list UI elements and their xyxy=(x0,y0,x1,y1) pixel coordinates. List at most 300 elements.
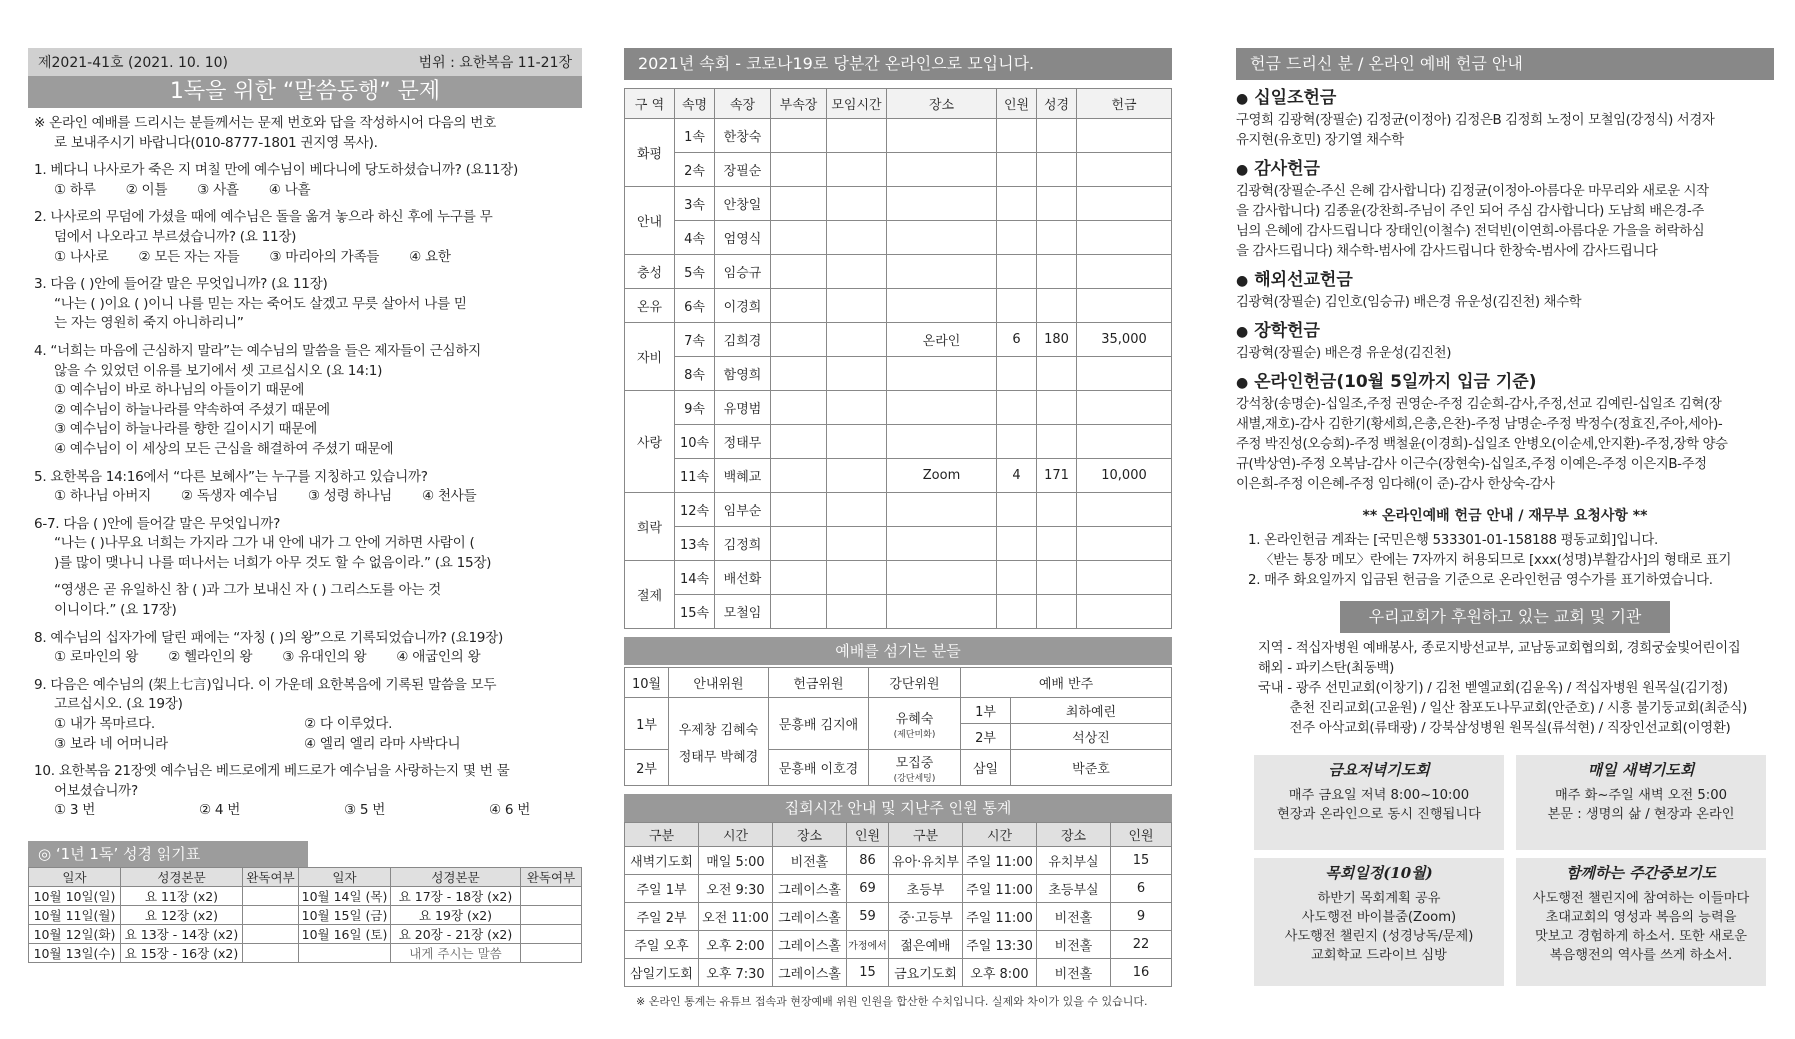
cell xyxy=(827,119,887,153)
cell: 비전홀 xyxy=(1037,959,1111,987)
cell xyxy=(1077,425,1172,459)
cell: 배선화 xyxy=(715,561,771,595)
cell: 6속 xyxy=(675,289,715,323)
scholarship-list xyxy=(1236,344,1774,364)
table-row xyxy=(29,887,582,906)
scholarship-heading xyxy=(1236,319,1774,344)
cell: 유치부실 xyxy=(1037,847,1111,875)
cell xyxy=(771,289,827,323)
table-row xyxy=(29,944,582,963)
th: 성경본문 xyxy=(121,868,243,887)
cell: 10월 12일(화) xyxy=(29,925,121,944)
cell xyxy=(299,944,391,963)
table-row xyxy=(625,255,1172,289)
mission-heading xyxy=(1236,268,1774,293)
heading-text: 해외선교헌금 xyxy=(1254,270,1353,290)
line: 강석창(송명순)-십일조,주정 권영순-주정 김순희-감사,주정,선교 김예린-십일조 김혁(장 xyxy=(1236,397,1722,412)
cell: 2부 xyxy=(961,724,1011,750)
cell: 4속 xyxy=(675,221,715,255)
cell xyxy=(869,750,961,786)
cell xyxy=(1077,493,1172,527)
cell: 10월 15일 (금) xyxy=(299,906,391,925)
cell xyxy=(997,255,1037,289)
mission-list xyxy=(1236,293,1774,313)
bullet-icon: ● xyxy=(1236,375,1249,391)
bible-range: 범위 : 요한복음 11-21장 xyxy=(418,55,572,71)
cell: 69 xyxy=(847,875,889,903)
cell xyxy=(771,493,827,527)
cell xyxy=(1077,289,1172,323)
cell: 백혜교 xyxy=(715,459,771,493)
options-9b xyxy=(34,735,576,755)
altar-2: 모집중 xyxy=(895,755,934,771)
cell: Zoom xyxy=(887,459,997,493)
cell: 한창숙 xyxy=(715,119,771,153)
th: 구분 xyxy=(889,823,963,847)
line: 이은희-주정 이은혜-주정 임다해(이 준)-감사 한상숙-감사 xyxy=(1236,477,1555,492)
th: 시간 xyxy=(963,823,1037,847)
cell xyxy=(771,255,827,289)
intro-line: 로 보내주시기 바랍니다(010-8777-1801 권지영 목사). xyxy=(54,134,378,151)
cell: 오후 7:30 xyxy=(699,959,773,987)
guide-2: 정태무 박혜경 xyxy=(678,749,759,765)
cell xyxy=(997,391,1037,425)
option: ① 하루 xyxy=(54,181,96,198)
cell: 그레이스홀 xyxy=(773,903,847,931)
cell: 정태무 xyxy=(715,425,771,459)
cell xyxy=(997,187,1037,221)
checkbox-cell[interactable] xyxy=(243,925,299,944)
question-5: 5. 요한복음 14:16에서 “다른 보혜사”는 누구를 지칭하고 있습니까? xyxy=(34,468,428,485)
cell: 주일 2부 xyxy=(625,903,699,931)
cell: 주일 1부 xyxy=(625,875,699,903)
option: ③ 사흘 xyxy=(197,181,239,198)
cell: 10속 xyxy=(675,425,715,459)
cell xyxy=(771,595,827,629)
cell: 10월 10일(일) xyxy=(29,887,121,906)
question-10: 10. 요한복음 21장엣 예수님은 베드로에게 베드로가 예수님을 사랑하는지 몇 번 물 xyxy=(34,763,510,780)
options-2 xyxy=(34,248,576,268)
question-9-cont: 고르십시오. (요 19장) xyxy=(54,696,183,713)
cell xyxy=(1037,255,1077,289)
district-cell: 절제 xyxy=(625,561,675,629)
cell: 12속 xyxy=(675,493,715,527)
cell: 59 xyxy=(847,903,889,931)
checkbox-cell[interactable] xyxy=(521,925,582,944)
cell xyxy=(1077,153,1172,187)
cell xyxy=(771,153,827,187)
heading-text: 온라인헌금(10월 5일까지 입금 기준) xyxy=(1254,372,1537,392)
cell xyxy=(827,493,887,527)
cell xyxy=(771,425,827,459)
table-row xyxy=(29,925,582,944)
th: 속명 xyxy=(675,89,715,119)
district-cell: 안내 xyxy=(625,187,675,255)
line: 김광혁(장필순-주신 은혜 감사합니다) 김정균(이정아-아름다운 마무리와 새로운 시작 xyxy=(1236,184,1709,199)
th: 모임시간 xyxy=(827,89,887,119)
cell: 오후 2:00 xyxy=(699,931,773,959)
offering-column xyxy=(1236,0,1774,986)
cell xyxy=(997,561,1037,595)
table-row xyxy=(625,425,1172,459)
bullet-icon: ● xyxy=(1236,162,1249,178)
th: 구 역 xyxy=(625,89,675,119)
checkbox-cell[interactable] xyxy=(521,906,582,925)
th: 인원 xyxy=(997,89,1037,119)
question-6-text: “나는 ( )나무요 너희는 가지라 그가 내 안에 내가 그 안에 거하면 사람이 ( xyxy=(54,535,475,552)
cell: 주일 11:00 xyxy=(963,847,1037,875)
cell: 7속 xyxy=(675,323,715,357)
option: ② 이틀 xyxy=(125,181,168,198)
cell: 86 xyxy=(847,847,889,875)
cell: 요 17장 - 18장 (x2) xyxy=(391,887,521,906)
line: 교회학교 드라이브 심방 xyxy=(1311,948,1447,963)
cell: 13속 xyxy=(675,527,715,561)
district-cell: 화평 xyxy=(625,119,675,187)
altar-1: 유혜숙 xyxy=(895,711,934,727)
line: 맛보고 경험하게 하소서. 또한 새로운 xyxy=(1534,929,1748,944)
cell: 8속 xyxy=(675,357,715,391)
th: 인원 xyxy=(847,823,889,847)
cell xyxy=(887,493,997,527)
cell: 11속 xyxy=(675,459,715,493)
cell: 비전홀 xyxy=(1037,903,1111,931)
cell xyxy=(827,425,887,459)
cell xyxy=(827,153,887,187)
cell: 14속 xyxy=(675,561,715,595)
cell xyxy=(1037,153,1077,187)
table-row xyxy=(625,847,1172,875)
line: 매주 화~주일 새벽 오전 5:00 xyxy=(1554,788,1728,803)
cell xyxy=(827,357,887,391)
option: ① 3 번 xyxy=(54,802,96,819)
district-cell: 사랑 xyxy=(625,391,675,493)
cell: 그레이스홀 xyxy=(773,959,847,987)
table-row xyxy=(625,119,1172,153)
line: 2. 매주 화요일까지 입금된 헌금을 기준으로 온라인헌금 영수가를 표기하였습니다. xyxy=(1248,573,1713,588)
cell xyxy=(827,289,887,323)
box-title: 목회일정(10월) xyxy=(1325,864,1433,882)
bullet-icon: ● xyxy=(1236,273,1249,289)
issue-bar xyxy=(28,48,582,76)
cell xyxy=(997,425,1037,459)
table-row xyxy=(625,561,1172,595)
district-cell: 자비 xyxy=(625,323,675,391)
question-3-text: 는 자는 영원히 죽지 아니하리니” xyxy=(54,315,244,332)
cell xyxy=(771,357,827,391)
thanks-heading xyxy=(1236,157,1774,182)
cell: 요 15장 - 16장 (x2) xyxy=(121,944,243,963)
online-list xyxy=(1236,395,1774,495)
cell xyxy=(1077,119,1172,153)
cell: 비전홀 xyxy=(1037,931,1111,959)
th: 시간 xyxy=(699,823,773,847)
online-heading xyxy=(1236,370,1774,395)
cell: 초등부실 xyxy=(1037,875,1111,903)
cell: 10월 13일(수) xyxy=(29,944,121,963)
cell xyxy=(887,595,997,629)
line: 하반기 목회계획 공유 xyxy=(1317,891,1441,906)
reading-plan-title: ◎ ‘1년 1독’ 성경 읽기표 xyxy=(28,841,308,867)
cell xyxy=(771,119,827,153)
cell xyxy=(771,187,827,221)
th: 안내위원 xyxy=(669,668,769,698)
cell xyxy=(1037,187,1077,221)
option: ② 모든 자는 자들 xyxy=(138,248,240,265)
table-row xyxy=(625,493,1172,527)
checkbox-cell[interactable] xyxy=(243,887,299,906)
cell: 요 20장 - 21장 (x2) xyxy=(391,925,521,944)
question-2: 2. 나사로의 무덤에 가셨을 때에 예수님은 돌을 옮겨 놓으라 하신 후에 누구를 무 xyxy=(34,209,493,226)
notice-heading: ** 온라인예배 헌금 안내 / 재무부 요청사항 ** xyxy=(1362,508,1648,524)
line: 초대교회의 영성과 복음의 능력을 xyxy=(1545,910,1737,925)
table-row xyxy=(625,595,1172,629)
question-6-7: 6-7. 다음 ( )안에 들어갈 말은 무엇입니까? xyxy=(34,515,281,532)
cell xyxy=(1077,561,1172,595)
stats-title: 집회시간 안내 및 지난주 인원 통계 xyxy=(624,794,1172,822)
cell: 요 12장 (x2) xyxy=(121,906,243,925)
line: 복음행전의 역사를 쓰게 하소서. xyxy=(1549,948,1733,963)
box-title: 함께하는 주간중보기도 xyxy=(1565,864,1717,882)
option: ④ 예수님이 이 세상의 모든 근심을 해결하여 주셨기 때문에 xyxy=(54,440,394,457)
cell xyxy=(1077,391,1172,425)
cell xyxy=(827,221,887,255)
cell: 임승규 xyxy=(715,255,771,289)
table-row xyxy=(29,906,582,925)
district-cell: 온유 xyxy=(625,289,675,323)
cell xyxy=(887,153,997,187)
checkbox-cell[interactable] xyxy=(521,944,582,963)
th: 장소 xyxy=(773,823,847,847)
cell: 10월 11일(월) xyxy=(29,906,121,925)
cell: 삼일 xyxy=(961,750,1011,786)
cell xyxy=(1077,221,1172,255)
question-2-cont: 덤에서 나오라고 부르셨습니까? (요 11장) xyxy=(54,228,297,245)
cell xyxy=(1037,561,1077,595)
cell: 초등부 xyxy=(889,875,963,903)
cell xyxy=(771,561,827,595)
option: ③ 예수님이 하늘나라를 향한 길이시기 때문에 xyxy=(54,421,317,438)
options-5 xyxy=(34,487,576,507)
table-row xyxy=(625,221,1172,255)
cell: 내게 주시는 말씀 xyxy=(391,944,521,963)
support-list xyxy=(1236,639,1774,739)
cell xyxy=(771,391,827,425)
th: 헌금 xyxy=(1077,89,1172,119)
table-row xyxy=(625,931,1172,959)
cell xyxy=(771,527,827,561)
cell: 이경희 xyxy=(715,289,771,323)
th: 인원 xyxy=(1111,823,1172,847)
th: 완독여부 xyxy=(521,868,582,887)
cell: 요 13장 - 14장 (x2) xyxy=(121,925,243,944)
question-9: 9. 다음은 예수님의 (架上七言)입니다. 이 가운데 요한복음에 기록된 말씀을 모두 xyxy=(34,676,497,693)
cell xyxy=(827,595,887,629)
cell xyxy=(887,391,997,425)
cell: 문흥배 김지애 xyxy=(769,698,869,750)
line: 유지현(유호민) 장기열 채수학 xyxy=(1236,133,1404,148)
line: 본문 : 생명의 삶 / 현장과 온라인 xyxy=(1547,807,1735,822)
checkbox-cell[interactable] xyxy=(243,906,299,925)
cell: 오후 8:00 xyxy=(963,959,1037,987)
cell: 오전 11:00 xyxy=(699,903,773,931)
cell xyxy=(887,289,997,323)
line: 사도행전 챌린지에 참여하는 이들마다 xyxy=(1532,891,1750,906)
checkbox-cell[interactable] xyxy=(521,887,582,906)
th: 성경본문 xyxy=(391,868,521,887)
cell: 그레이스홀 xyxy=(773,875,847,903)
heading-text: 감사헌금 xyxy=(1254,159,1320,179)
cell xyxy=(1037,119,1077,153)
cell: 15속 xyxy=(675,595,715,629)
checkbox-cell[interactable] xyxy=(243,944,299,963)
cell xyxy=(1037,527,1077,561)
cell-group-column xyxy=(624,0,1172,1009)
cell xyxy=(997,493,1037,527)
cell xyxy=(827,323,887,357)
cell: 함영희 xyxy=(715,357,771,391)
cell xyxy=(1037,391,1077,425)
cell: 2속 xyxy=(675,153,715,187)
servers-table xyxy=(624,667,1172,786)
intro-line: ※ 온라인 예배를 드리시는 분들께서는 문제 번호와 답을 작성하시어 다음의 번호 xyxy=(34,115,496,131)
cell: 6 xyxy=(997,323,1037,357)
guide-1: 우제창 김혜숙 xyxy=(678,722,759,738)
cell: 22 xyxy=(1111,931,1172,959)
cell: 유아·유치부 xyxy=(889,847,963,875)
cell xyxy=(997,153,1037,187)
cell: 180 xyxy=(1037,323,1077,357)
cell: 주일 11:00 xyxy=(963,903,1037,931)
cell: 10,000 xyxy=(1077,459,1172,493)
friday-prayer-box xyxy=(1254,755,1504,850)
cell xyxy=(1077,595,1172,629)
cell: 금요기도회 xyxy=(889,959,963,987)
altar-2-note: (강단세팅) xyxy=(893,773,936,784)
option: ③ 마리아의 가족들 xyxy=(269,248,380,265)
cell: 엄영식 xyxy=(715,221,771,255)
question-7-text: “영생은 곧 유일하신 참 ( )과 그가 보내신 자 ( ) 그리스도를 아는 것 xyxy=(54,582,441,599)
question-7-text: 이니이다.” (요 17장) xyxy=(54,602,177,619)
cell xyxy=(997,221,1037,255)
line: 을 감사합니다) 김종윤(강찬희-주님이 주인 되어 주심 감사합니다) 도남희 배은경-주 xyxy=(1236,204,1704,219)
thanks-list xyxy=(1236,182,1774,262)
th: 장소 xyxy=(887,89,997,119)
cell xyxy=(887,187,997,221)
table-row xyxy=(625,391,1172,425)
option: ① 내가 목마르다. xyxy=(54,716,155,733)
cell xyxy=(887,119,997,153)
question-3: 3. 다음 ( )안에 들어갈 말은 무엇입니까? (요 11장) xyxy=(34,276,328,293)
question-1: 1. 베다니 나사로가 죽은 지 며칠 만에 예수님이 베다니에 당도하셨습니까? (요11장) xyxy=(34,162,518,179)
reading-plan-table xyxy=(28,867,582,963)
cell: 15 xyxy=(847,959,889,987)
cell: 그레이스홀 xyxy=(773,931,847,959)
cell: 젊은예배 xyxy=(889,931,963,959)
cell xyxy=(1037,425,1077,459)
cell: 온라인 xyxy=(887,323,997,357)
cell: 안창일 xyxy=(715,187,771,221)
line: 을 감사드립니다) 채수학-범사에 감사드립니다 한창숙-범사에 감사드립니다 xyxy=(1236,244,1658,259)
question-4-cont: 않을 수 있었던 이유를 보기에서 셋 고르십시오 (요 14:1) xyxy=(54,362,383,379)
cell: 9 xyxy=(1111,903,1172,931)
table-row xyxy=(625,459,1172,493)
th: 성경 xyxy=(1037,89,1077,119)
cell: 3속 xyxy=(675,187,715,221)
line: 현장과 온라인으로 동시 진행됩니다 xyxy=(1277,807,1481,822)
option: ④ 나흘 xyxy=(268,181,311,198)
question-3-text: “나는 ( )이요 ( )이니 나를 믿는 자는 죽어도 살겠고 무릇 살아서 나를 믿 xyxy=(54,295,467,312)
cell: 1부 xyxy=(625,698,669,750)
options-10 xyxy=(34,801,576,821)
cell xyxy=(997,595,1037,629)
cell: 김희경 xyxy=(715,323,771,357)
district-cell: 충성 xyxy=(625,255,675,289)
cell xyxy=(887,357,997,391)
cell: 김정희 xyxy=(715,527,771,561)
question-4: 4. “너희는 마음에 근심하지 말라”는 예수님의 말씀을 들은 제자들이 근심하지 xyxy=(34,342,481,359)
cell: 석상진 xyxy=(1011,724,1172,750)
line: 지역 - 적십자병원 예배봉사, 종로지방선교부, 교남동교회협의회, 경희궁숲빛어린이집 xyxy=(1258,641,1741,656)
cell xyxy=(1037,595,1077,629)
th: 헌금위원 xyxy=(769,668,869,698)
option: ① 로마인의 왕 xyxy=(54,649,139,666)
cell xyxy=(887,561,997,595)
line: 춘천 진리교회(고윤원) / 일산 참포도나무교회(안준호) / 시흥 불기둥교회(최준식) xyxy=(1258,701,1748,716)
options-9a xyxy=(34,715,576,735)
option: ② 다 이루었다. xyxy=(304,716,393,733)
stats-note: ※ 온라인 통계는 유튜브 접속과 현장예배 위원 인원을 합산한 수치입니다. 실제와 차이가 있을 수 있습니다. xyxy=(636,995,1148,1008)
cell xyxy=(1037,493,1077,527)
option: ③ 성령 하나님 xyxy=(307,488,392,505)
cell xyxy=(771,459,827,493)
stats-table xyxy=(624,822,1172,987)
line: 전주 아삭교회(류태광) / 강북삼성병원 원목실(류석현) / 직장인선교회(이영환) xyxy=(1258,721,1731,736)
cell xyxy=(827,459,887,493)
cell: 9속 xyxy=(675,391,715,425)
cell xyxy=(887,221,997,255)
th: 완독여부 xyxy=(243,868,299,887)
option: ① 나사로 xyxy=(54,248,109,265)
tithe-heading xyxy=(1236,86,1774,111)
th: 속장 xyxy=(715,89,771,119)
issue-number: 제2021-41호 (2021. 10. 10) xyxy=(38,55,228,71)
table-row xyxy=(625,323,1172,357)
th: 장소 xyxy=(1037,823,1111,847)
cell: 장필순 xyxy=(715,153,771,187)
cell: 임부순 xyxy=(715,493,771,527)
line: 1. 온라인헌금 계좌는 [국민은행 533301-01-158188 평동교회]입니다. xyxy=(1248,533,1658,548)
servers-title: 예배를 섬기는 분들 xyxy=(624,637,1172,665)
cell: 유명범 xyxy=(715,391,771,425)
line: 새별,재호)-감사 김한기(황세희,은총,은찬)-주정 남명순-주정 박정수(정효진,주아,세아)- xyxy=(1236,417,1723,432)
option: ④ 요한 xyxy=(409,248,451,265)
cell xyxy=(827,187,887,221)
district-cell: 희락 xyxy=(625,493,675,561)
cell: 5속 xyxy=(675,255,715,289)
cell xyxy=(887,255,997,289)
cell: 요 19장 (x2) xyxy=(391,906,521,925)
cell: 매일 5:00 xyxy=(699,847,773,875)
pastoral-schedule-box xyxy=(1254,858,1504,986)
line: 매주 금요일 저녁 8:00~10:00 xyxy=(1288,788,1470,803)
cell xyxy=(827,561,887,595)
altar-1-note: (제단미화) xyxy=(893,729,936,740)
table-row xyxy=(625,903,1172,931)
cell: 주일 오후 xyxy=(625,931,699,959)
cell xyxy=(1037,289,1077,323)
heading-text: 장학헌금 xyxy=(1254,321,1320,341)
